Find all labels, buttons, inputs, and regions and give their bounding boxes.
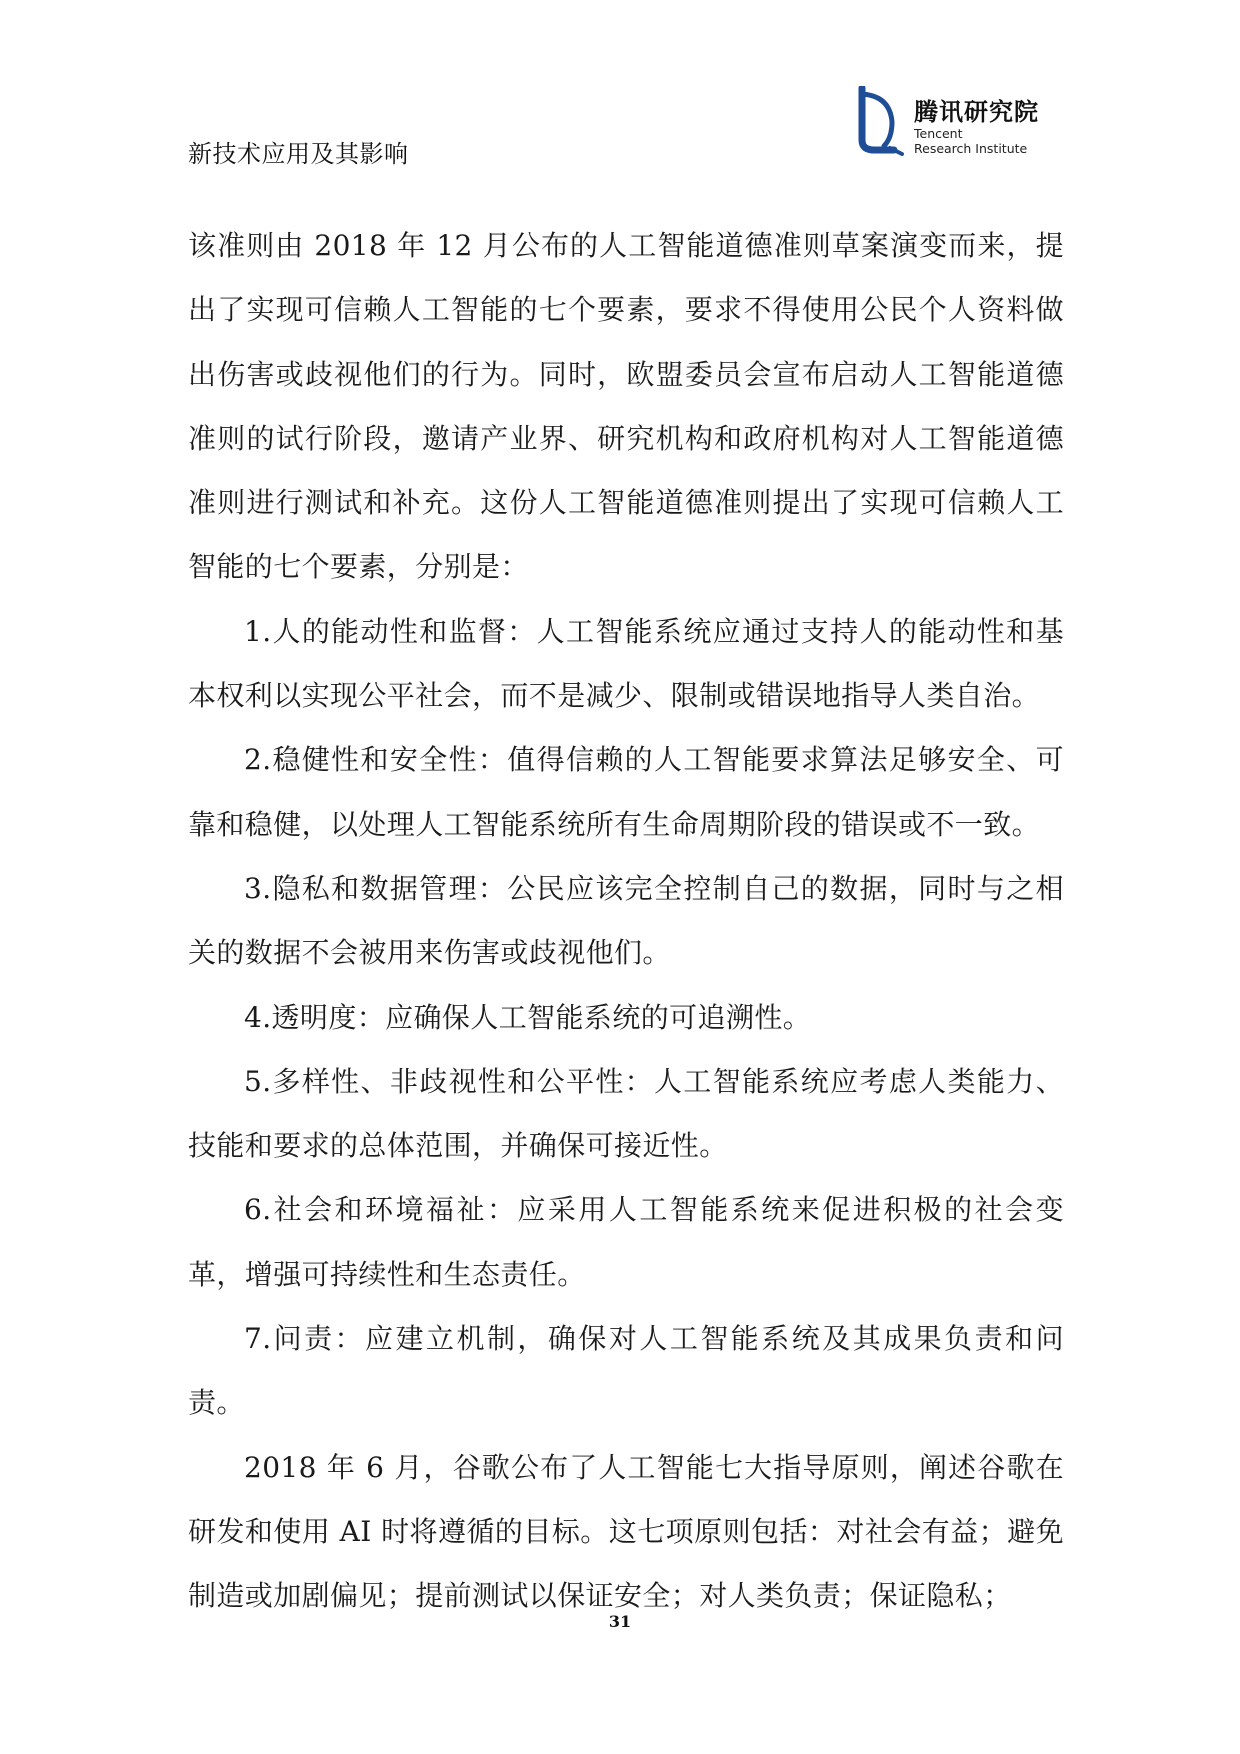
paragraph-item-3: 3.隐私和数据管理：公民应该完全控制自己的数据，同时与之相关的数据不会被用来伤害或歧视他们。 [188, 871, 1064, 970]
page-number: 31 [608, 1612, 632, 1631]
body-text [188, 214, 1064, 1629]
paragraph-item-7: 7.问责：应建立机制，确保对人工智能系统及其成果负责和问责。 [188, 1322, 1064, 1420]
paragraph-intro: 该准则由 2018 年 12 月公布的人工智能道德准则草案演变而来，提出了实现可信赖人工智能的七个要素，要求不得使用公民个人资料做出伤害或歧视他们的行为。同时，欧盟委员会宣布启动人工智能道德准则的试行阶段，邀请产业界、研究机构和政府机构对人工智能道德准则进行测试和补充。这份人工智能道德准则提出了实现可信赖人工智能的七个要素，分别是： [188, 229, 1064, 584]
paragraph-item-5: 5.多样性、非歧视性和公平性：人工智能系统应考虑人类能力、技能和要求的总体范围，并确保可接近性。 [188, 1064, 1064, 1163]
tencent-research-logo-icon [854, 86, 906, 156]
tencent-research-logo [854, 86, 1064, 158]
paragraph-item-1: 1.人的能动性和监督：人工智能系统应通过支持人的能动性和基本权利以实现公平社会，而不是减少、限制或错误地指导人类自治。 [188, 614, 1064, 713]
paragraph-item-4: 4.透明度：应确保人工智能系统的可追溯性。 [244, 1000, 812, 1034]
paragraph-item-6: 6.社会和环境福祉：应采用人工智能系统来促进积极的社会变革，增强可持续性和生态责任。 [188, 1193, 1064, 1291]
page-header [0, 0, 1240, 170]
document-title: 新技术应用及其影响 [188, 140, 409, 168]
logo-name-cn: 腾讯研究院 [914, 98, 1039, 126]
logo-name-en [914, 126, 1027, 156]
paragraph-google-principles: 2018 年 6 月，谷歌公布了人工智能七大指导原则，阐述谷歌在研发和使用 AI 时将遵循的目标。这七项原则包括：对社会有益；避免制造或加剧偏见；提前测试以保证安全；对人类负责；保证隐私； [188, 1450, 1064, 1613]
paragraph-item-2: 2.稳健性和安全性：值得信赖的人工智能要求算法足够安全、可靠和稳健，以处理人工智能系统所有生命周期阶段的错误或不一致。 [188, 743, 1064, 841]
logo-name-en-line1: Tencent [914, 126, 963, 141]
logo-name-en-line2: Research Institute [914, 141, 1028, 156]
